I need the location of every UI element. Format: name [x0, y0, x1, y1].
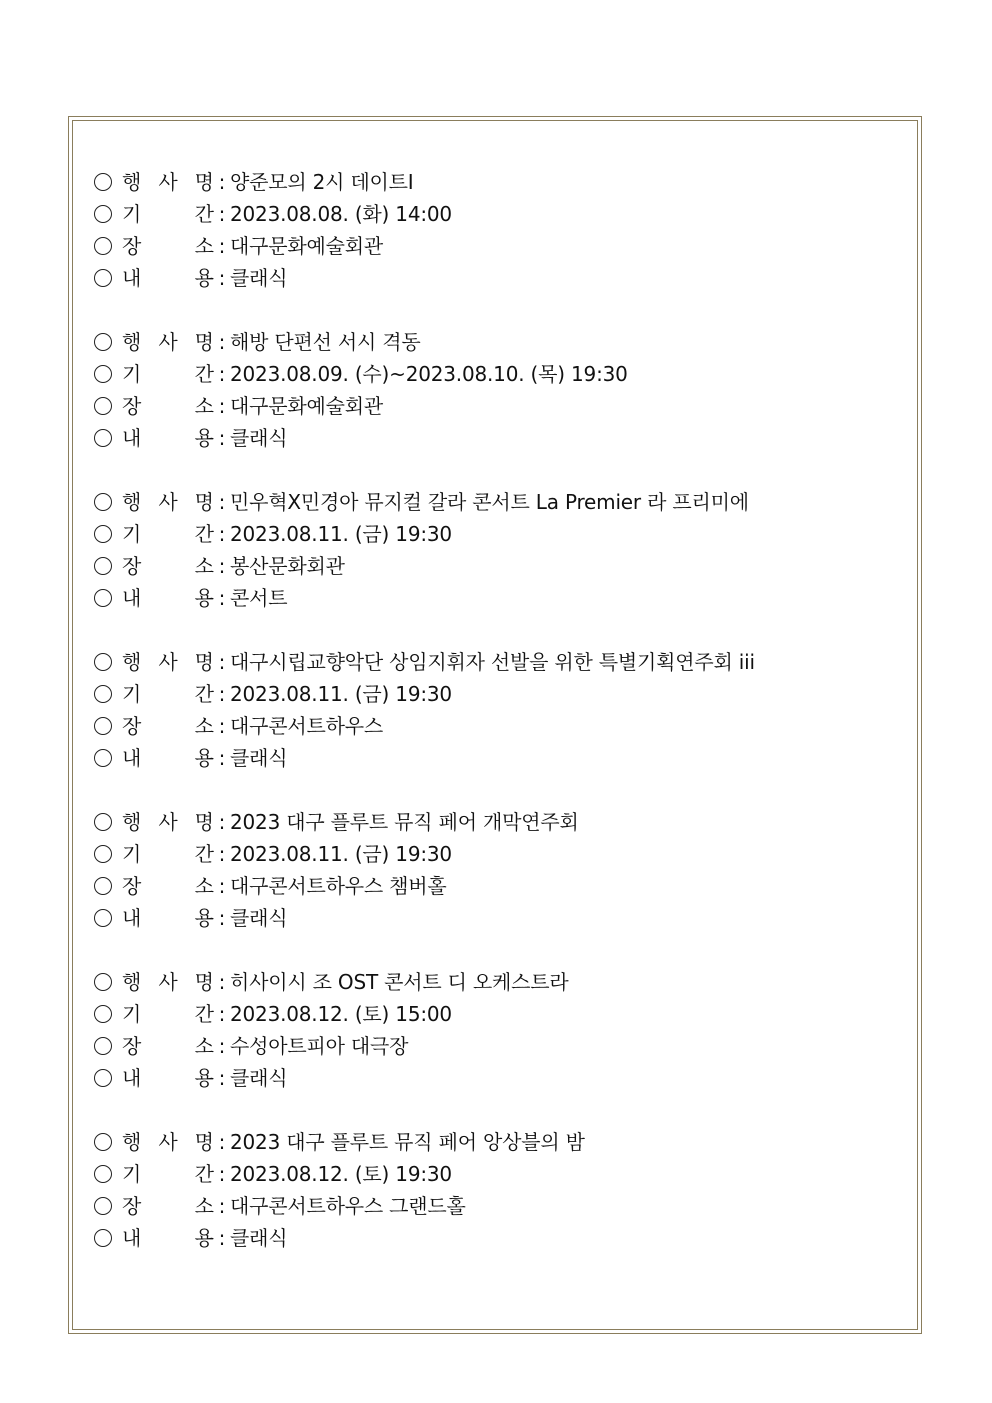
event-period-row [94, 1158, 914, 1190]
event-name-label: 행 사 명 [122, 970, 214, 994]
colon: : [218, 874, 226, 898]
circle-bullet-icon [94, 909, 112, 927]
circle-bullet-icon [94, 429, 112, 447]
event-period-value: 2023.08.11. (금) 19:30 [230, 682, 452, 706]
event-block [94, 166, 914, 294]
circle-bullet-icon [94, 845, 112, 863]
circle-bullet-icon [94, 1069, 112, 1087]
event-name-row [94, 966, 914, 998]
event-list [94, 166, 914, 1286]
event-period-value: 2023.08.09. (수)~2023.08.10. (목) 19:30 [230, 362, 628, 386]
event-block [94, 1126, 914, 1254]
event-period-value: 2023.08.08. (화) 14:00 [230, 202, 452, 226]
circle-bullet-icon [94, 685, 112, 703]
event-content-row [94, 1062, 914, 1094]
event-name-label: 행 사 명 [122, 490, 214, 514]
event-content-label: 내 용 [122, 746, 214, 770]
event-place-row [94, 390, 914, 422]
event-content-label: 내 용 [122, 1066, 214, 1090]
circle-bullet-icon [94, 557, 112, 575]
event-name-value: 2023 대구 플루트 뮤직 페어 개막연주회 [230, 810, 579, 834]
event-name-row [94, 166, 914, 198]
event-period-row [94, 518, 914, 550]
event-period-row [94, 358, 914, 390]
event-name-row [94, 646, 914, 678]
event-place-label: 장 소 [122, 874, 214, 898]
event-content-row [94, 582, 914, 614]
colon: : [218, 426, 226, 450]
event-block [94, 966, 914, 1094]
colon: : [218, 330, 226, 354]
event-content-value: 콘서트 [230, 586, 288, 610]
event-place-value: 봉산문화회관 [230, 554, 345, 578]
colon: : [218, 394, 226, 418]
circle-bullet-icon [94, 333, 112, 351]
event-place-value: 대구문화예술회관 [230, 394, 383, 418]
event-period-label: 기 간 [122, 362, 214, 386]
colon: : [218, 362, 226, 386]
colon: : [218, 490, 226, 514]
circle-bullet-icon [94, 173, 112, 191]
event-name-value: 민우혁X민경아 뮤지컬 갈라 콘서트 La Premier 라 프리미에 [230, 490, 749, 514]
colon: : [218, 1226, 226, 1250]
circle-bullet-icon [94, 493, 112, 511]
circle-bullet-icon [94, 237, 112, 255]
event-content-row [94, 1222, 914, 1254]
event-name-value: 대구시립교향악단 상임지휘자 선발을 위한 특별기획연주회 iii [230, 650, 755, 674]
circle-bullet-icon [94, 205, 112, 223]
event-content-label: 내 용 [122, 906, 214, 930]
event-content-row [94, 742, 914, 774]
event-period-value: 2023.08.11. (금) 19:30 [230, 842, 452, 866]
colon: : [218, 714, 226, 738]
event-period-label: 기 간 [122, 1002, 214, 1026]
event-name-row [94, 486, 914, 518]
colon: : [218, 1194, 226, 1218]
event-content-label: 내 용 [122, 586, 214, 610]
event-place-label: 장 소 [122, 234, 214, 258]
event-period-label: 기 간 [122, 522, 214, 546]
circle-bullet-icon [94, 749, 112, 767]
event-content-label: 내 용 [122, 1226, 214, 1250]
event-content-value: 클래식 [230, 266, 288, 290]
circle-bullet-icon [94, 1165, 112, 1183]
event-place-label: 장 소 [122, 394, 214, 418]
colon: : [218, 1034, 226, 1058]
colon: : [218, 746, 226, 770]
event-name-label: 행 사 명 [122, 810, 214, 834]
event-block [94, 806, 914, 934]
colon: : [218, 1130, 226, 1154]
circle-bullet-icon [94, 653, 112, 671]
event-name-label: 행 사 명 [122, 170, 214, 194]
event-content-value: 클래식 [230, 746, 288, 770]
colon: : [218, 970, 226, 994]
event-period-row [94, 838, 914, 870]
event-block [94, 646, 914, 774]
event-content-value: 클래식 [230, 906, 288, 930]
colon: : [218, 1162, 226, 1186]
event-place-label: 장 소 [122, 1034, 214, 1058]
event-period-label: 기 간 [122, 1162, 214, 1186]
event-name-value: 히사이시 조 OST 콘서트 디 오케스트라 [230, 970, 569, 994]
circle-bullet-icon [94, 525, 112, 543]
event-content-value: 클래식 [230, 1226, 288, 1250]
circle-bullet-icon [94, 1005, 112, 1023]
colon: : [218, 650, 226, 674]
colon: : [218, 170, 226, 194]
circle-bullet-icon [94, 877, 112, 895]
event-period-value: 2023.08.11. (금) 19:30 [230, 522, 452, 546]
event-block [94, 486, 914, 614]
circle-bullet-icon [94, 973, 112, 991]
event-name-label: 행 사 명 [122, 330, 214, 354]
colon: : [218, 1066, 226, 1090]
event-name-label: 행 사 명 [122, 1130, 214, 1154]
event-period-label: 기 간 [122, 682, 214, 706]
event-place-row [94, 550, 914, 582]
circle-bullet-icon [94, 269, 112, 287]
event-place-row [94, 870, 914, 902]
event-name-row [94, 326, 914, 358]
circle-bullet-icon [94, 397, 112, 415]
event-name-value: 해방 단편선 서시 격동 [230, 330, 421, 354]
circle-bullet-icon [94, 1037, 112, 1055]
colon: : [218, 522, 226, 546]
event-content-row [94, 262, 914, 294]
event-place-label: 장 소 [122, 714, 214, 738]
event-content-row [94, 422, 914, 454]
colon: : [218, 842, 226, 866]
event-place-label: 장 소 [122, 554, 214, 578]
colon: : [218, 234, 226, 258]
event-period-label: 기 간 [122, 842, 214, 866]
event-period-label: 기 간 [122, 202, 214, 226]
colon: : [218, 810, 226, 834]
circle-bullet-icon [94, 1197, 112, 1215]
event-place-value: 대구문화예술회관 [230, 234, 383, 258]
colon: : [218, 586, 226, 610]
circle-bullet-icon [94, 589, 112, 607]
event-content-value: 클래식 [230, 1066, 288, 1090]
event-place-row [94, 1030, 914, 1062]
event-content-label: 내 용 [122, 266, 214, 290]
event-period-row [94, 678, 914, 710]
event-name-value: 2023 대구 플루트 뮤직 페어 앙상블의 밤 [230, 1130, 585, 1154]
event-content-value: 클래식 [230, 426, 288, 450]
circle-bullet-icon [94, 717, 112, 735]
event-content-label: 내 용 [122, 426, 214, 450]
colon: : [218, 554, 226, 578]
colon: : [218, 906, 226, 930]
event-place-row [94, 710, 914, 742]
circle-bullet-icon [94, 813, 112, 831]
event-place-value: 수성아트피아 대극장 [230, 1034, 409, 1058]
event-name-row [94, 806, 914, 838]
colon: : [218, 682, 226, 706]
event-place-row [94, 230, 914, 262]
colon: : [218, 266, 226, 290]
event-place-label: 장 소 [122, 1194, 214, 1218]
event-period-value: 2023.08.12. (토) 15:00 [230, 1002, 452, 1026]
event-place-row [94, 1190, 914, 1222]
event-block [94, 326, 914, 454]
event-period-value: 2023.08.12. (토) 19:30 [230, 1162, 452, 1186]
circle-bullet-icon [94, 365, 112, 383]
event-name-label: 행 사 명 [122, 650, 214, 674]
event-content-row [94, 902, 914, 934]
event-name-value: 양준모의 2시 데이트I [230, 170, 414, 194]
event-place-value: 대구콘서트하우스 그랜드홀 [230, 1194, 466, 1218]
event-period-row [94, 198, 914, 230]
circle-bullet-icon [94, 1133, 112, 1151]
event-period-row [94, 998, 914, 1030]
event-name-row [94, 1126, 914, 1158]
circle-bullet-icon [94, 1229, 112, 1247]
colon: : [218, 202, 226, 226]
colon: : [218, 1002, 226, 1026]
event-place-value: 대구콘서트하우스 [230, 714, 383, 738]
event-place-value: 대구콘서트하우스 챔버홀 [230, 874, 447, 898]
